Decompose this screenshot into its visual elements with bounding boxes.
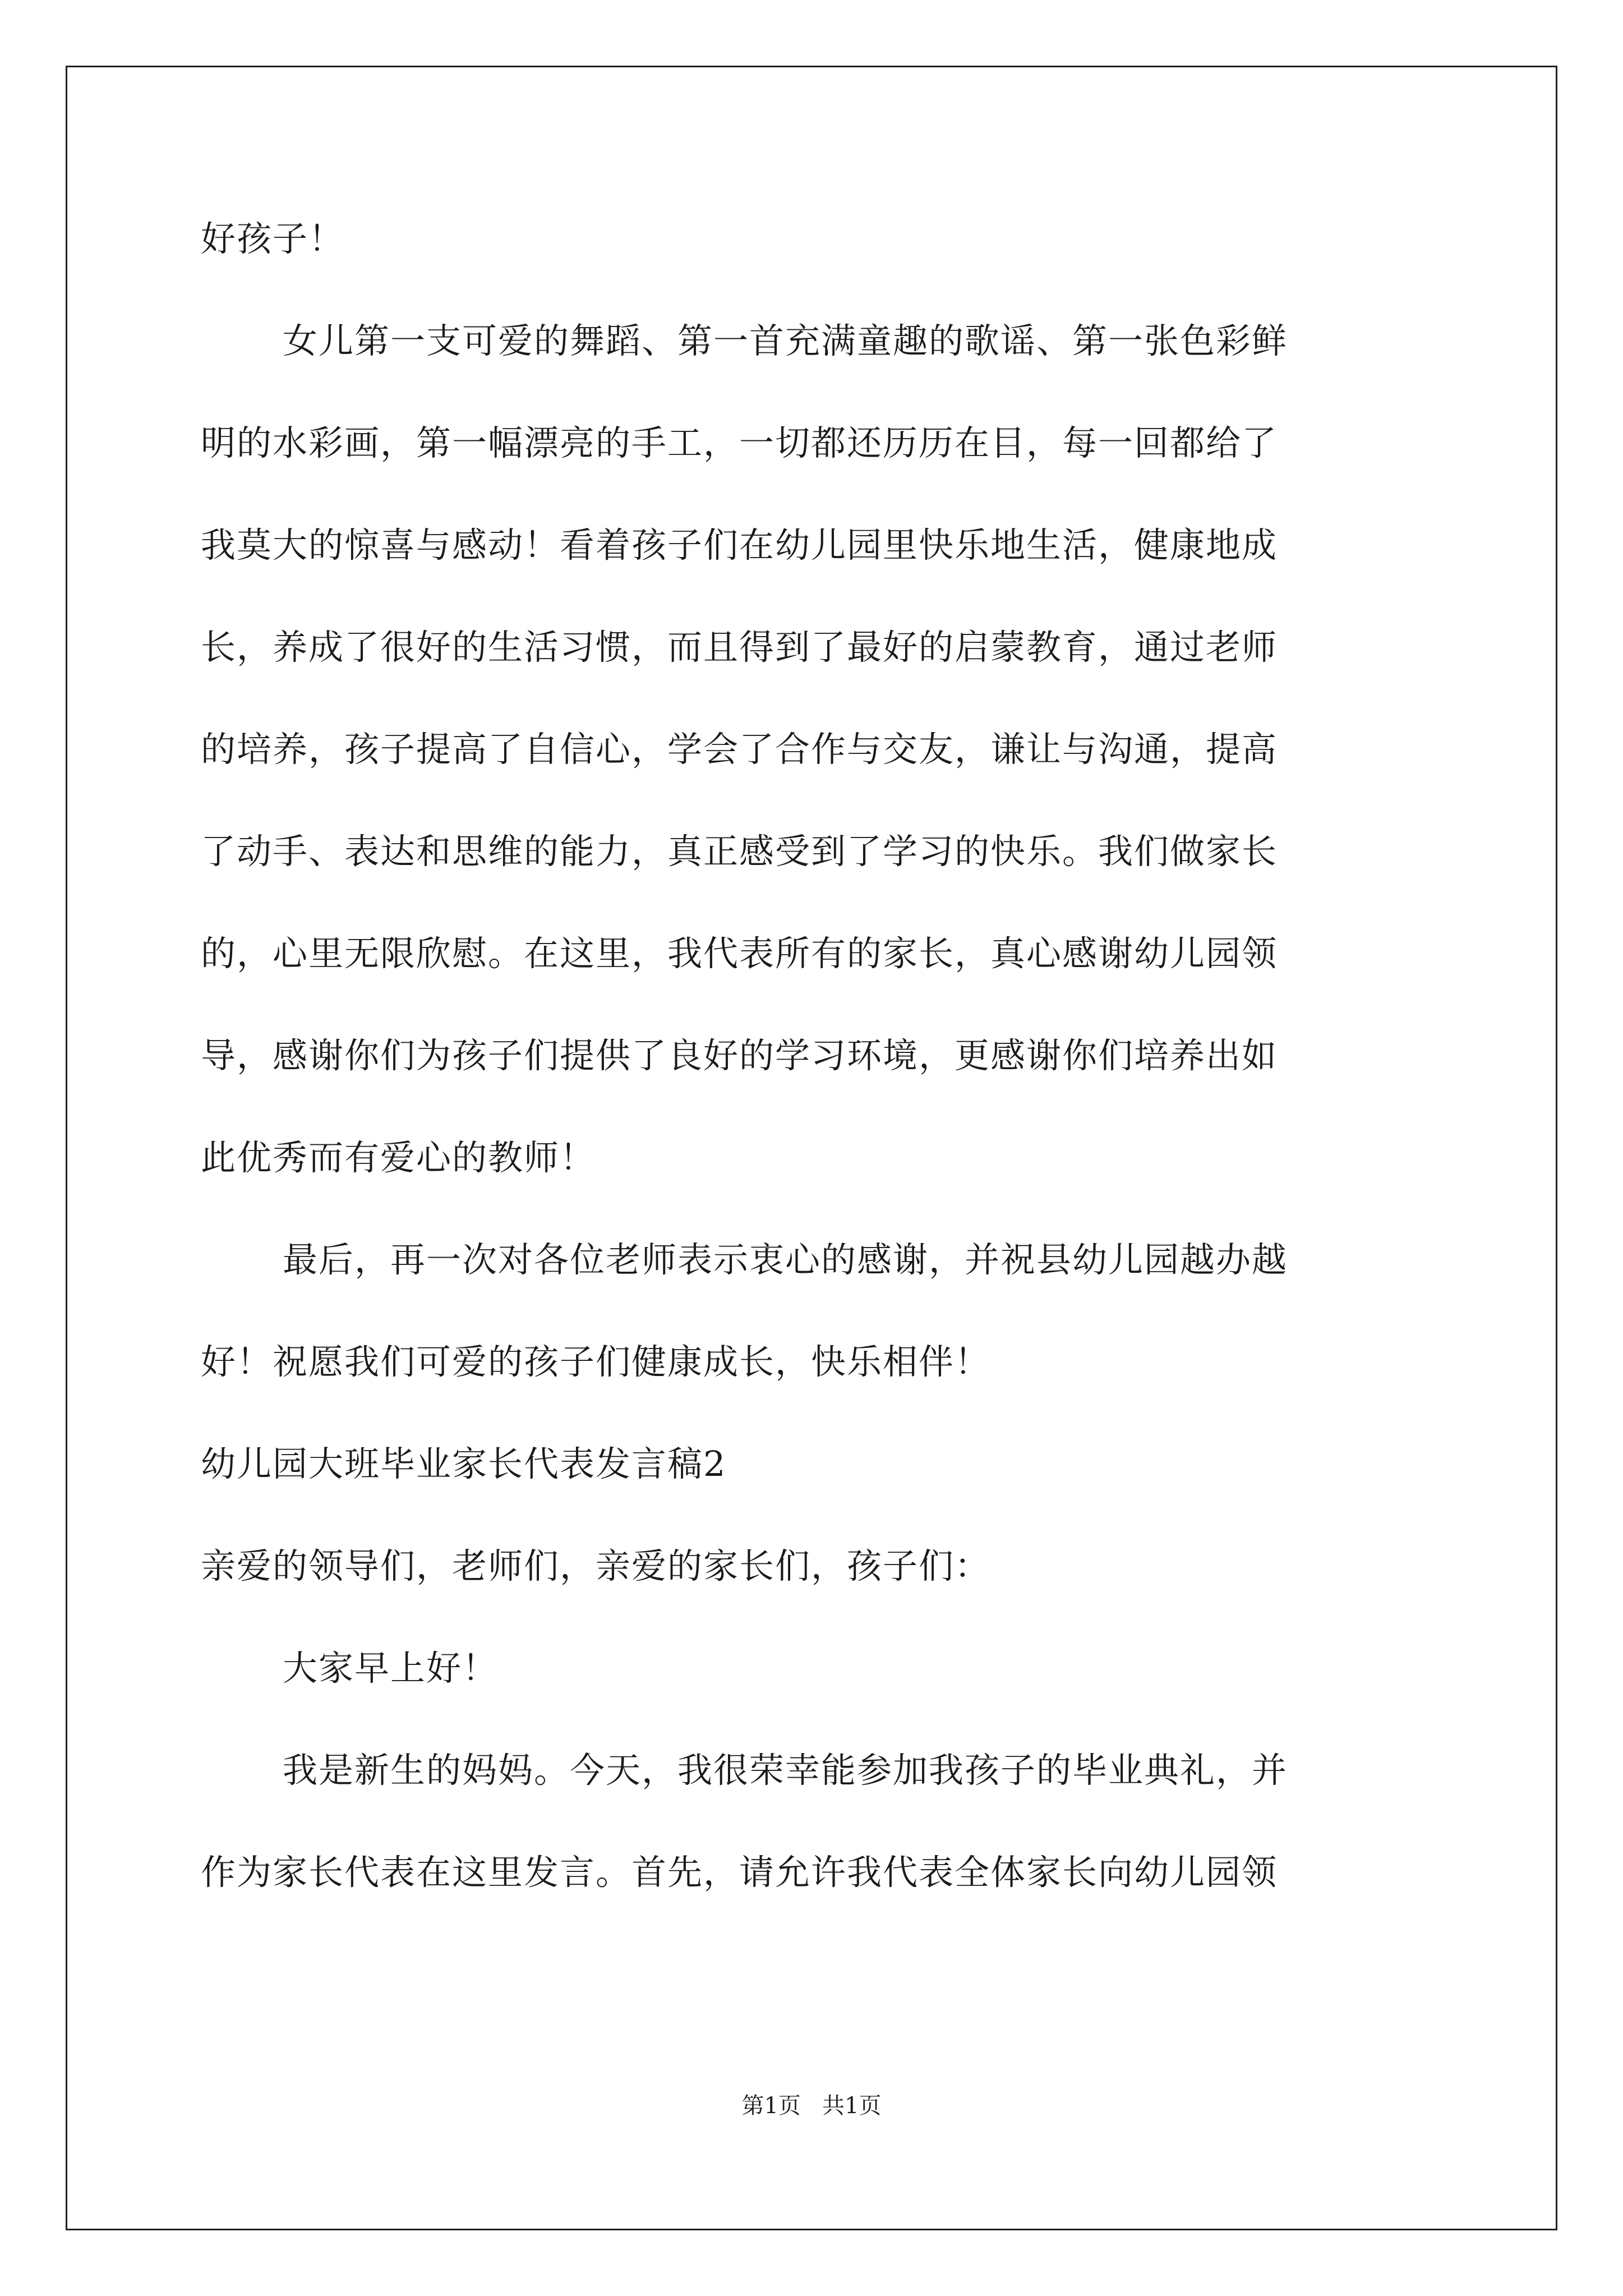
document-body: [201, 219, 1432, 1954]
text-line: 此优秀而有爱心的教师！: [201, 1137, 596, 1178]
text-line: 作为家长代表在这里发言。首先，请允许我代表全体家长向幼儿园领: [201, 1852, 1278, 1893]
text-line: 女儿第一支可爱的舞蹈、第一首充满童趣的歌谣、第一张色彩鲜: [283, 320, 1288, 361]
text-line: 了动手、表达和思维的能力，真正感受到了学习的快乐。我们做家长: [201, 831, 1278, 872]
text-line: 导，感谢你们为孩子们提供了良好的学习环境，更感谢你们培养出如: [201, 1035, 1278, 1076]
section-heading: 幼儿园大班毕业家长代表发言稿2: [201, 1443, 727, 1484]
greeting-line: 大家早上好！: [283, 1648, 499, 1688]
page-number-footer: 第1页 共1页: [741, 2093, 882, 2119]
text-line: 我是新生的妈妈。今天，我很荣幸能参加我孩子的毕业典礼，并: [283, 1750, 1288, 1791]
text-line: 的，心里无限欣慰。在这里，我代表所有的家长，真心感谢幼儿园领: [201, 933, 1278, 974]
text-line: 明的水彩画，第一幅漂亮的手工，一切都还历历在目，每一回都给了: [201, 422, 1278, 463]
text-line: 好！祝愿我们可爱的孩子们健康成长，快乐相伴！: [201, 1341, 991, 1382]
salutation-line: 亲爱的领导们，老师们，亲爱的家长们，孩子们：: [201, 1545, 991, 1586]
text-line: 我莫大的惊喜与感动！看着孩子们在幼儿园里快乐地生活，健康地成: [201, 524, 1278, 565]
text-line: 长，养成了很好的生活习惯，而且得到了最好的启蒙教育，通过老师: [201, 627, 1278, 668]
text-line: 的培养，孩子提高了自信心，学会了合作与交友，谦让与沟通，提高: [201, 729, 1278, 770]
text-line: 好孩子！: [201, 218, 345, 259]
text-line: 最后，再一次对各位老师表示衷心的感谢，并祝县幼儿园越办越: [283, 1239, 1288, 1280]
